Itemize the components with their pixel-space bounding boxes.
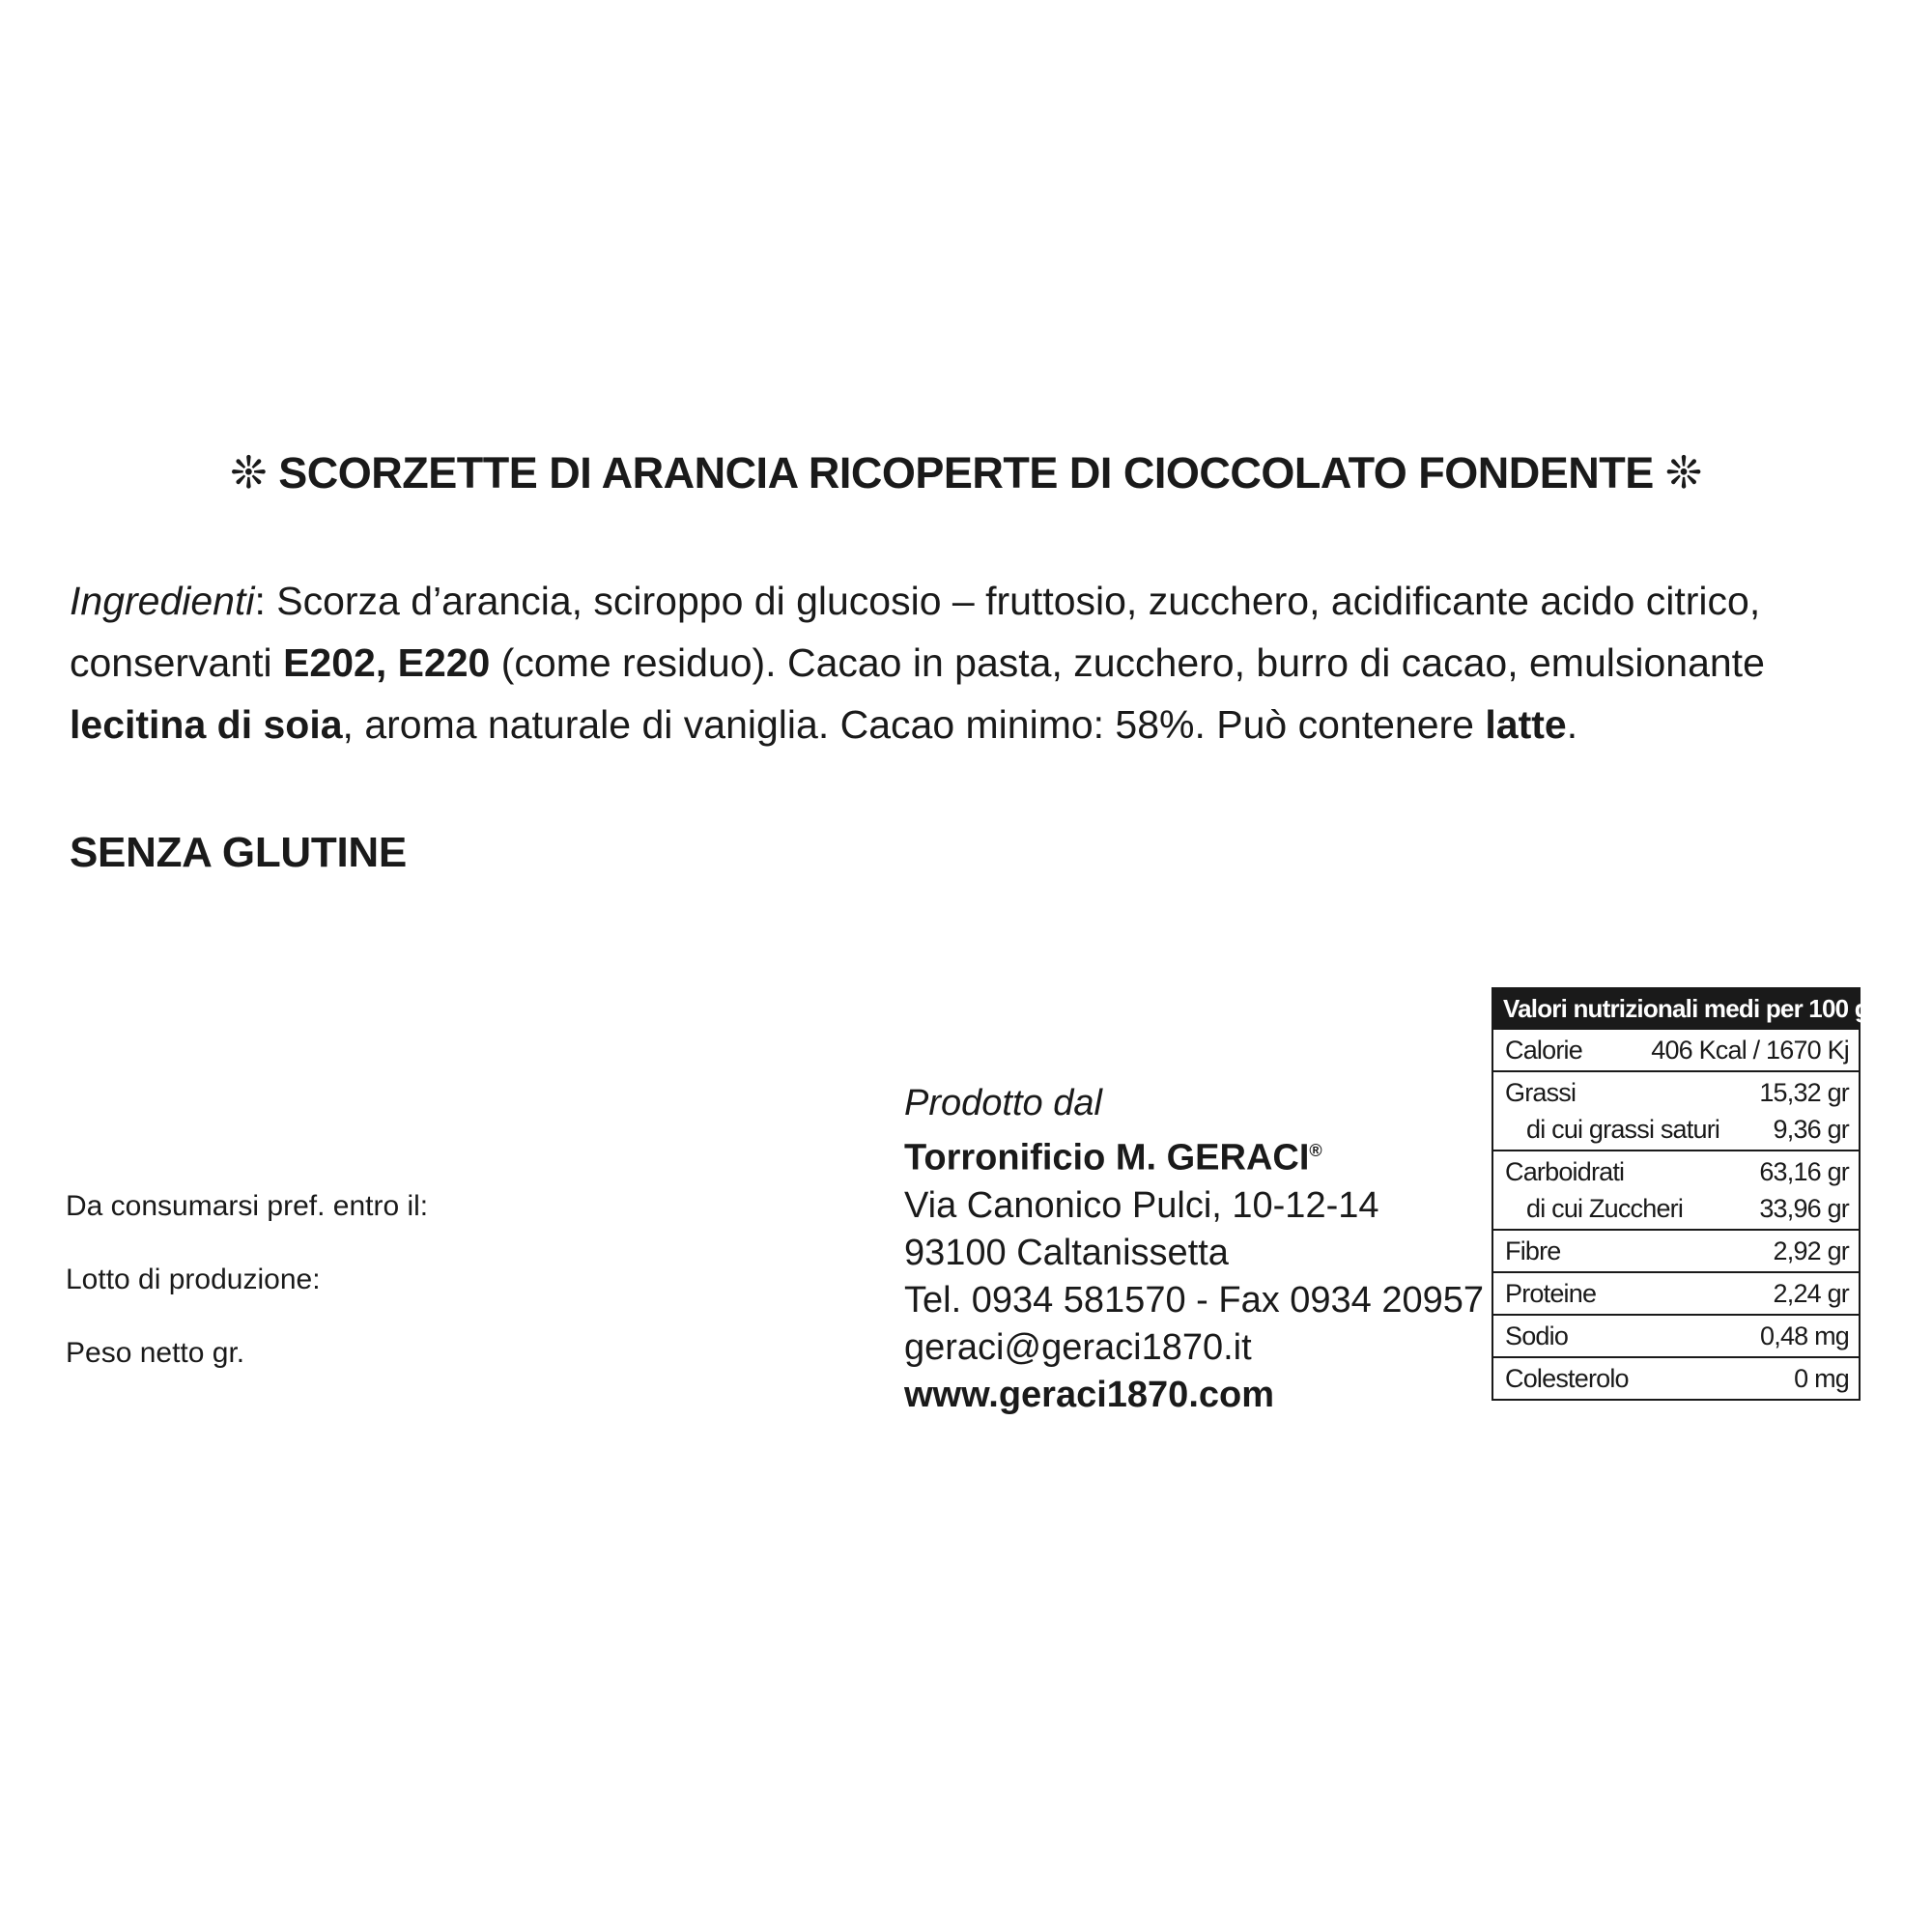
producer-name-row [904,1127,1484,1182]
asterisk-right-icon: ❊ [1664,447,1702,497]
nutrition-row-protein [1505,1275,1849,1312]
weight-field-label: Peso netto gr. [66,1337,245,1369]
nutrition-group-protein [1493,1271,1859,1314]
producer-phone: Tel. 0934 581570 - Fax 0934 20957 [904,1279,1485,1321]
nutrition-group-carbs [1493,1150,1859,1229]
ingredients-text-2b: (come residuo). Cacao in pasta, zucchero, burro di cacao, emulsionante [490,640,1765,685]
ingredients-line-2 [70,632,1886,694]
calories-value: 406 Kcal / 1670 Kj [1651,1036,1849,1065]
allergen-milk: latte [1485,702,1567,747]
ingredients-text-3b: . [1566,702,1578,747]
ingredients-line-3 [70,694,1886,755]
sodium-label: Sodio [1505,1321,1569,1350]
saturated-fat-value: 9,36 gr [1773,1115,1849,1144]
fibre-value: 2,92 gr [1773,1236,1849,1265]
lot-field-label: Lotto di produzione: [66,1264,321,1295]
product-name: SCORZETTE DI ARANCIA RICOPERTE DI CIOCCOLATO FONDENTE [278,448,1654,497]
cholesterol-value: 0 mg [1794,1364,1849,1393]
producer-city: 93100 Caltanissetta [904,1232,1229,1273]
cholesterol-label: Colesterolo [1505,1364,1629,1393]
ingredients-line-1 [70,570,1886,632]
allergen-soy: lecitina di soia [70,702,343,747]
product-title [0,446,1932,498]
nutrition-row-calories [1505,1032,1849,1068]
producer-name: Torronificio M. GERACI [904,1137,1310,1179]
carbs-value: 63,16 gr [1759,1157,1849,1186]
fat-label: Grassi [1505,1078,1577,1107]
calories-label: Calorie [1505,1036,1582,1065]
fibre-label: Fibre [1505,1236,1561,1265]
nutrition-group-sodium [1493,1314,1859,1356]
saturated-fat-label: di cui grassi saturi [1526,1115,1720,1144]
nutrition-group-fat [1493,1070,1859,1150]
nutrition-group-fibre [1493,1229,1859,1271]
registered-mark: ® [1309,1141,1322,1160]
ingredients-block [70,570,1886,755]
fat-value: 15,32 gr [1759,1078,1849,1107]
preservatives-bold: E202, E220 [283,640,491,685]
gluten-free-label: SENZA GLUTINE [70,829,407,876]
ingredients-text-1: : Scorza d’arancia, sciroppo di glucosio – fruttosio, zucchero, acidificante acido citrico, [254,579,1761,623]
sugars-value: 33,96 gr [1759,1194,1849,1223]
nutrition-table [1492,987,1869,1401]
protein-value: 2,24 gr [1773,1279,1849,1308]
ingredients-label: Ingredienti [70,579,255,623]
protein-label: Proteine [1505,1279,1597,1308]
ingredients-text-3a: , aroma naturale di vaniglia. Cacao minimo: 58%. Può contenere [342,702,1486,747]
producer-address: Via Canonico Pulci, 10-12-14 [904,1184,1379,1226]
nutrition-header: Valori nutrizionali medi per 100 g [1493,989,1859,1028]
sugars-label: di cui Zuccheri [1526,1194,1684,1223]
producer-block [904,1080,1484,1419]
producer-website: www.geraci1870.com [904,1374,1275,1415]
nutrition-row-carbs [1505,1153,1849,1190]
ingredients-text-2a: conservanti [70,640,284,685]
asterisk-left-icon: ❊ [230,447,268,497]
nutrition-row-sodium [1505,1318,1849,1354]
nutrition-group-calories [1493,1028,1859,1070]
nutrition-row-fat [1505,1074,1849,1111]
sodium-value: 0,48 mg [1760,1321,1849,1350]
producer-email: geraci@geraci1870.it [904,1326,1252,1368]
nutrition-group-cholesterol [1493,1356,1859,1399]
nutrition-row-saturated-fat [1505,1111,1849,1148]
nutrition-row-sugars [1505,1190,1849,1227]
nutrition-row-cholesterol [1505,1360,1849,1397]
expiry-field-label: Da consumarsi pref. entro il: [66,1190,429,1222]
producer-label: Prodotto dal [904,1083,1102,1123]
carbs-label: Carboidrati [1505,1157,1625,1186]
nutrition-row-fibre [1505,1233,1849,1269]
